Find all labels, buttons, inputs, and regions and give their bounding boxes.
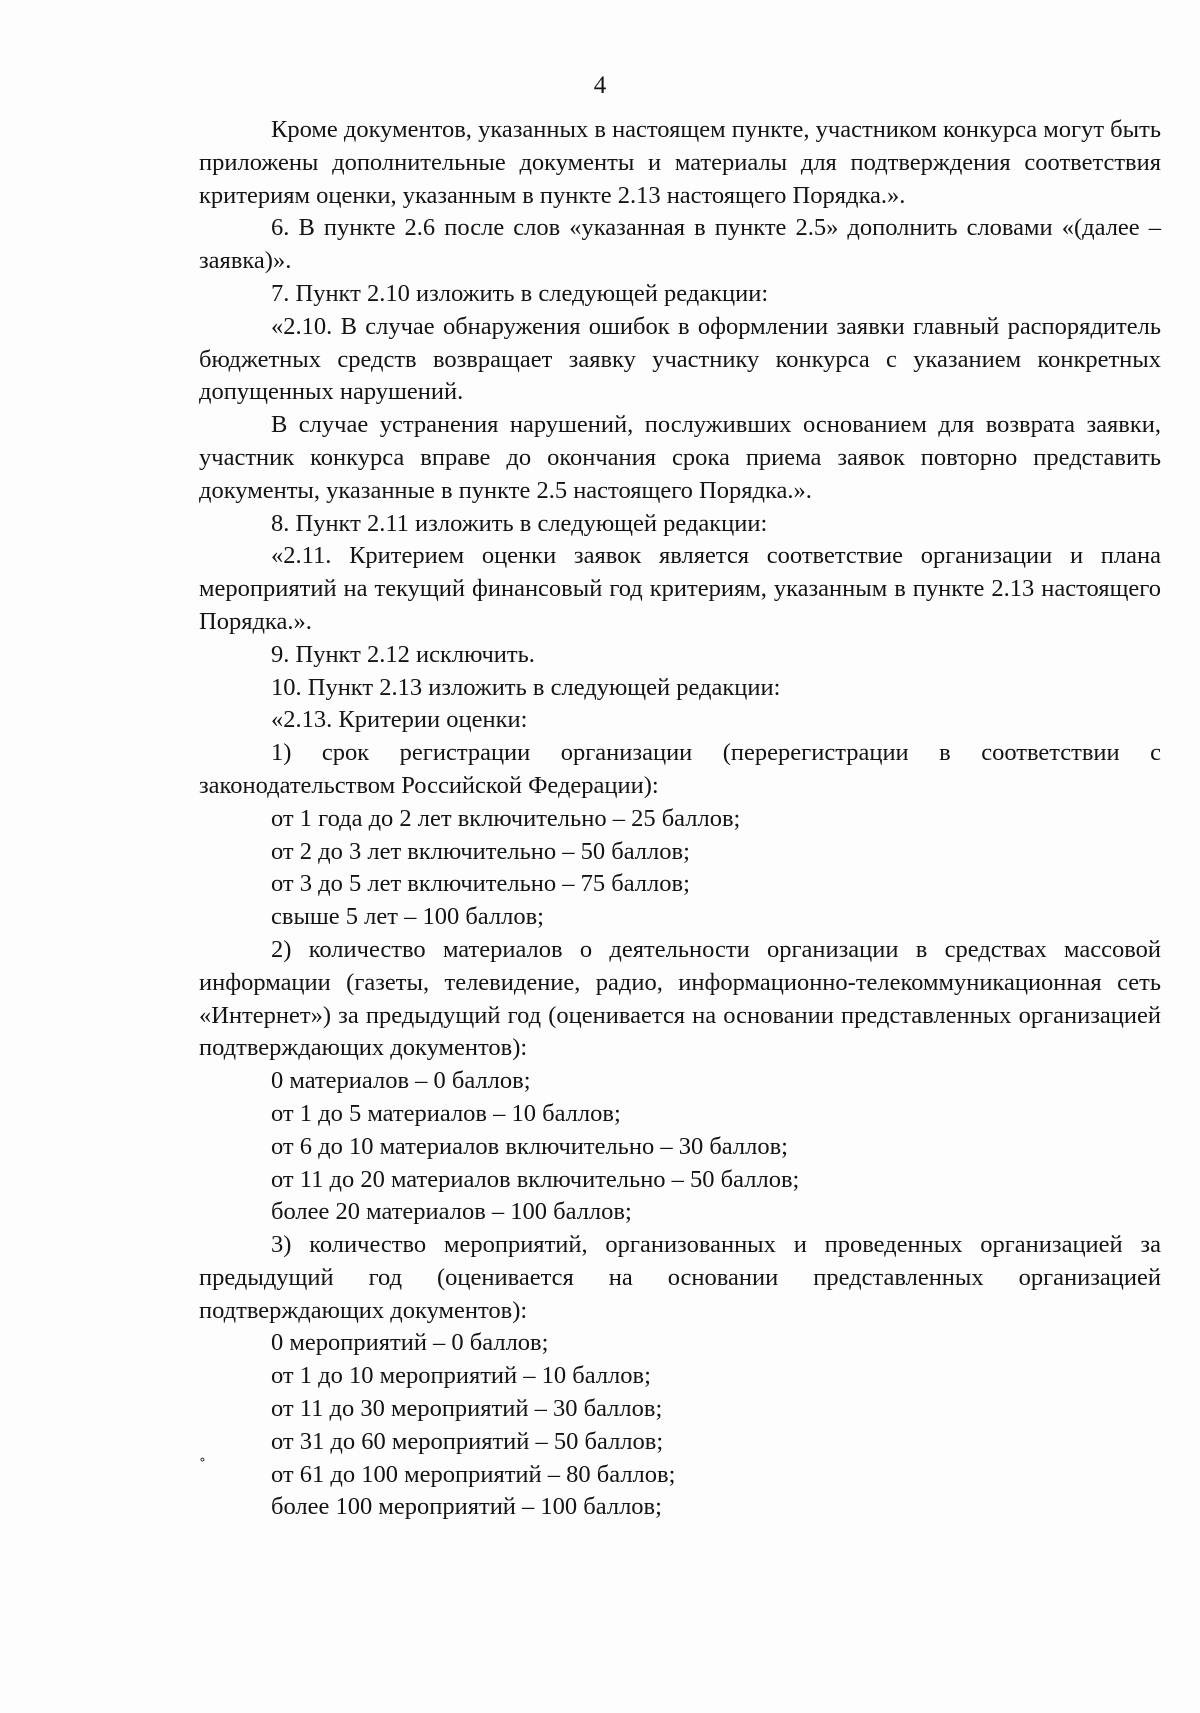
list-item: от 2 до 3 лет включительно – 50 баллов; [271, 837, 690, 865]
document-body [199, 114, 1161, 1524]
list-item: от 11 до 30 мероприятий – 30 баллов; [271, 1395, 663, 1423]
list-item: от 1 года до 2 лет включительно – 25 баллов; [271, 804, 741, 832]
paragraph: Кроме документов, указанных в настоящем пункте, участником конкурса могут быть приложены дополнительные документы и материалы для подтверждения соответствия критериям оценки, указанным в пункте 2.13 настоящего Порядка.». [199, 116, 1161, 209]
paragraph: 1) срок регистрации организации (перерегистрации в соответствии с законодательством Российской Федерации): [199, 739, 1161, 799]
list-item: от 31 до 60 мероприятий – 50 баллов; [271, 1427, 664, 1455]
paragraph: «2.13. Критерии оценки: [271, 706, 528, 734]
list-item: 0 мероприятий – 0 баллов; [271, 1329, 549, 1357]
paragraph: В случае устранения нарушений, послуживших основанием для возврата заявки, участник конкурса вправе до окончания срока приема заявок повторно представить документы, указанные в пункте 2.5 настоящего Порядка.». [199, 411, 1161, 504]
list-item: более 20 материалов – 100 баллов; [271, 1198, 632, 1226]
list-item: от 6 до 10 материалов включительно – 30 баллов; [271, 1132, 788, 1160]
paragraph: 6. В пункте 2.6 после слов «указанная в пункте 2.5» дополнить словами «(далее – заявка)». [199, 214, 1161, 275]
paragraph: 9. Пункт 2.12 исключить. [271, 640, 535, 668]
list-item: от 1 до 5 материалов – 10 баллов; [271, 1099, 621, 1127]
page-number: 4 [593, 72, 607, 99]
list-item: свыше 5 лет – 100 баллов; [271, 903, 544, 931]
list-item: более 100 мероприятий – 100 баллов; [271, 1493, 662, 1521]
paragraph: 7. Пункт 2.10 изложить в следующей редакции: [271, 279, 769, 307]
paragraph: «2.10. В случае обнаружения ошибок в оформлении заявки главный распорядитель бюджетных средств возвращает заявку участнику конкурса с указанием конкретных допущенных нарушений. [199, 312, 1161, 406]
list-item: от 1 до 10 мероприятий – 10 баллов; [271, 1362, 651, 1390]
list-item: 0 материалов – 0 баллов; [271, 1067, 531, 1095]
list-item: от 3 до 5 лет включительно – 75 баллов; [271, 870, 690, 898]
paragraph: 3) количество мероприятий, организованных и проведенных организацией за предыдущий год (оценивается на основании представленных организацией подтверждающих документов): [199, 1231, 1161, 1324]
paragraph: 10. Пункт 2.13 изложить в следующей редакции: [271, 673, 781, 701]
paragraph: 2) количество материалов о деятельности организации в средствах массовой информации (газеты, телевидение, радио, информационно-телекоммуникационная сеть «Интернет») за предыдущий год (оценивается на основании представленных организацией подтверждающих документов): [199, 935, 1161, 1062]
paragraph: 8. Пункт 2.11 изложить в следующей редакции: [271, 509, 768, 537]
list-item: от 11 до 20 материалов включительно – 50 баллов; [271, 1165, 800, 1193]
list-item: от 61 до 100 мероприятий – 80 баллов; [271, 1460, 676, 1488]
scan-mark-icon: ∘ [199, 1453, 206, 1468]
paragraph: «2.11. Критерием оценки заявок является соответствие организации и плана мероприятий на текущий финансовый год критериям, указанным в пункте 2.13 настоящего Порядка.». [199, 542, 1161, 635]
